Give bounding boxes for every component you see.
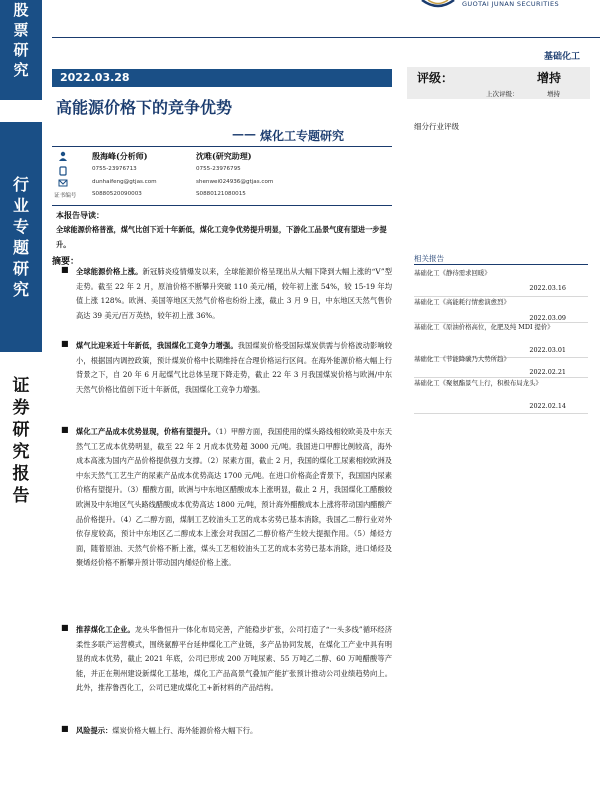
sidebar-research-report bbox=[0, 375, 42, 507]
report-title: 高能源价格下的竞争优势 bbox=[56, 98, 233, 117]
company-logo-icon bbox=[420, 0, 456, 10]
bullet-icon: ■ bbox=[61, 425, 69, 434]
related-report-link[interactable]: 基础化工《聚氨酯景气上行，积极布局龙头》 bbox=[414, 379, 542, 387]
cert-label: 证书编号 bbox=[54, 193, 77, 199]
header-divider bbox=[52, 37, 600, 38]
rating-value: 增持 bbox=[537, 71, 562, 85]
related-report-link[interactable]: 基础化工《静待需求回暖》 bbox=[414, 269, 491, 277]
related-report-link[interactable]: 基础化工《原油价格高位，化肥及纯 MDI 提价》 bbox=[414, 323, 554, 331]
bullet-body: （1）甲醇方面，我国使用的煤头路线相较欧美及中东天然气工艺成本优势明显，截至 22 年 2 月成本优势超 3000 元/吨。我国进口甲醇比例较高，海外成本高涨为国内产品价格提供强力支撑。（2）尿素方面，截止 2 月，我国的煤化工尿素相较欧洲及中东天然气工艺生产的尿素产品成本优势高达 1700 元/吨。在进口价格高企背景下，我国国内尿素价格有望提升。（3）醋酸方面，欧洲与中东地区醋酸成本上涨明显，截止 2 月，我国煤化工醋酸较欧洲及中东地区气头路线醋酸成本优势高达 1800 元/吨，预计海外醋酸成本上涨将带动国内醋酸产品价格提升。（4）乙二醇方面，煤制工艺较油头工艺的成本劣势已基本消除，我国乙二醇行业对外依存度较高，预计中东地区乙二醇成本上涨会对我国乙二醇价格产生较大提振作用。（5）烯烃方面，随着原油、天然气价格不断上涨，煤头工艺相较油头工艺的成本劣势已基本消除，进口烯烃及聚烯烃价格不断攀升预计带动国内烯烃价格上涨。 bbox=[76, 427, 392, 568]
sidebar-char: 研 bbox=[12, 259, 29, 278]
sidebar-char: 证 bbox=[12, 376, 30, 396]
rating-label: 评级： bbox=[417, 71, 454, 85]
analyst-email: dunhaifeng@gtjas.com bbox=[92, 179, 157, 185]
report-subtitle: 煤化工专题研究 bbox=[260, 129, 345, 143]
related-reports-title: 相关报告 bbox=[414, 254, 444, 263]
related-report-link[interactable]: 基础化工《节能降碳乃大势所趋》 bbox=[414, 355, 510, 363]
summary-title: 摘要： bbox=[52, 257, 80, 267]
sidebar-char: 业 bbox=[12, 196, 29, 215]
sidebar-char: 专 bbox=[12, 217, 29, 236]
related-separator bbox=[414, 413, 588, 414]
bullet-body: 我国煤炭价格受国际煤炭供需与价格波动影响较小，根据国内调控政策，预计煤炭价格中长期维持在合理价格运行区间。在海外能源价格大幅上行背景之下，自 20 年 6 月起煤气比总体呈现下降走势，截止 22 年 3 月我国煤炭价格与欧洲/中东天然气价格比值创下近十年新低，我国煤化工竞争力增强。 bbox=[76, 341, 392, 394]
assistant-name: 沈唯(研究助理) bbox=[196, 151, 252, 161]
sidebar-char: 券 bbox=[12, 398, 30, 418]
sidebar-char: 究 bbox=[12, 442, 30, 462]
assistant-email: shenwei024936@gtjas.com bbox=[196, 179, 274, 185]
report-date: 2022.03.28 bbox=[52, 69, 392, 87]
company-logo-text: GUOTAI JUNAN SECURITIES bbox=[462, 0, 560, 8]
related-report-date: 2022.03.16 bbox=[529, 284, 566, 292]
related-report-date: 2022.03.09 bbox=[529, 314, 566, 322]
bullet-lead: 推荐煤化工企业。 bbox=[76, 625, 135, 634]
bullet-text bbox=[76, 265, 392, 323]
phone-icon bbox=[58, 166, 68, 176]
assistant-phone: 0755-23976795 bbox=[196, 166, 241, 172]
related-report-date: 2022.02.21 bbox=[529, 368, 566, 376]
bullet-icon: ■ bbox=[61, 724, 69, 733]
related-report-date: 2022.03.01 bbox=[529, 346, 566, 354]
sidebar-char: 告 bbox=[12, 486, 30, 506]
related-report-link[interactable]: 基础化工《高能耗行情愈演愈烈》 bbox=[414, 298, 510, 306]
analyst-info bbox=[52, 146, 392, 206]
sidebar-char: 行 bbox=[12, 175, 29, 194]
subtitle-dash: —— bbox=[232, 127, 256, 141]
person-icon bbox=[58, 151, 68, 161]
sidebar-char: 究 bbox=[12, 280, 29, 299]
sidebar-char: 股 bbox=[13, 1, 29, 19]
sidebar-char: 究 bbox=[13, 61, 29, 79]
industry-tag: 基础化工 bbox=[543, 52, 580, 62]
previous-rating-value: 增持 bbox=[547, 90, 560, 98]
bullet-icon: ■ bbox=[61, 623, 69, 632]
bullet-body: 新冠肺炎疫情爆发以来，全球能源价格呈现出从大幅下降到大幅上涨的“V”型走势。截至 22 年 2 月，原油价格不断攀升突破 110 美元/桶，较年初上涨 54%，较 15-19 年均值上涨 128%。欧洲、美国等地区天然气价格也纷纷上涨，截止 3 月 9 日，中东地区天然气售价高达 39 美元/百万英热，较年初上涨 36%。 bbox=[76, 267, 392, 320]
sidebar-industry-topic bbox=[0, 122, 42, 352]
bullet-body: 煤炭价格大幅上行、海外能源价格大幅下行。 bbox=[112, 726, 258, 735]
guide-title: 本报告导读： bbox=[56, 210, 104, 220]
bullet-lead: 煤化工产品成本优势显现，价格有望提升。 bbox=[76, 427, 216, 436]
related-divider bbox=[414, 264, 588, 265]
guide-text: 全球能源价格普涨，煤气比创下近十年新低，煤化工竞争优势提升明显，下游化工品景气度有望进一步提升。 bbox=[56, 225, 387, 249]
sidebar-char: 研 bbox=[13, 41, 29, 59]
left-sidebar bbox=[0, 0, 42, 800]
bullet-lead: 煤气比迎来近十年新低，我国煤化工竞争力增强。 bbox=[76, 341, 238, 350]
bullet-lead: 全球能源价格上涨。 bbox=[76, 267, 143, 276]
sidebar-char: 研 bbox=[12, 420, 30, 440]
bullet-body: 龙头华鲁恒升一体化布局完善，产能稳步扩张，公司打造了“一头多线”循环经济柔性多联产运营模式，围绕氨醇平台延伸煤化工产业链，多产品协同发展，在煤化工产业中具有明显的成本优势，截止 2021 年底，公司已形成 200 万吨尿素、55 万吨乙二醇、60 万吨醋酸等产能，并正在荆州建设新煤化工基地，煤化工产品高景气叠加产能扩张预计推动公司业绩趋势向上。此外，推荐鲁西化工，公司已建成煤化工+新材料的产品结构。 bbox=[76, 625, 392, 693]
bullet-lead: 风险提示： bbox=[76, 726, 113, 735]
sidebar-char: 题 bbox=[12, 238, 29, 257]
email-icon bbox=[58, 178, 68, 188]
analyst-phone: 0755-23976713 bbox=[92, 166, 137, 172]
sidebar-char: 报 bbox=[12, 464, 30, 484]
bullet-text bbox=[76, 425, 392, 571]
bullet-text bbox=[76, 339, 392, 397]
bullet-icon: ■ bbox=[61, 265, 69, 274]
assistant-cert: S0880121080015 bbox=[196, 191, 246, 197]
analyst-name: 殷海峰(分析师) bbox=[92, 151, 148, 161]
previous-rating-label: 上次评级： bbox=[486, 90, 519, 98]
bullet-text bbox=[76, 623, 392, 696]
sidebar-stock-research bbox=[0, 0, 42, 100]
bullet-icon: ■ bbox=[61, 339, 69, 348]
sub-industry-rating: 细分行业评级 bbox=[414, 122, 459, 131]
analyst-cert: S0880520090003 bbox=[92, 191, 142, 197]
sidebar-char: 票 bbox=[13, 21, 29, 39]
bullet-text bbox=[76, 724, 392, 739]
related-report-date: 2022.02.14 bbox=[529, 402, 566, 410]
